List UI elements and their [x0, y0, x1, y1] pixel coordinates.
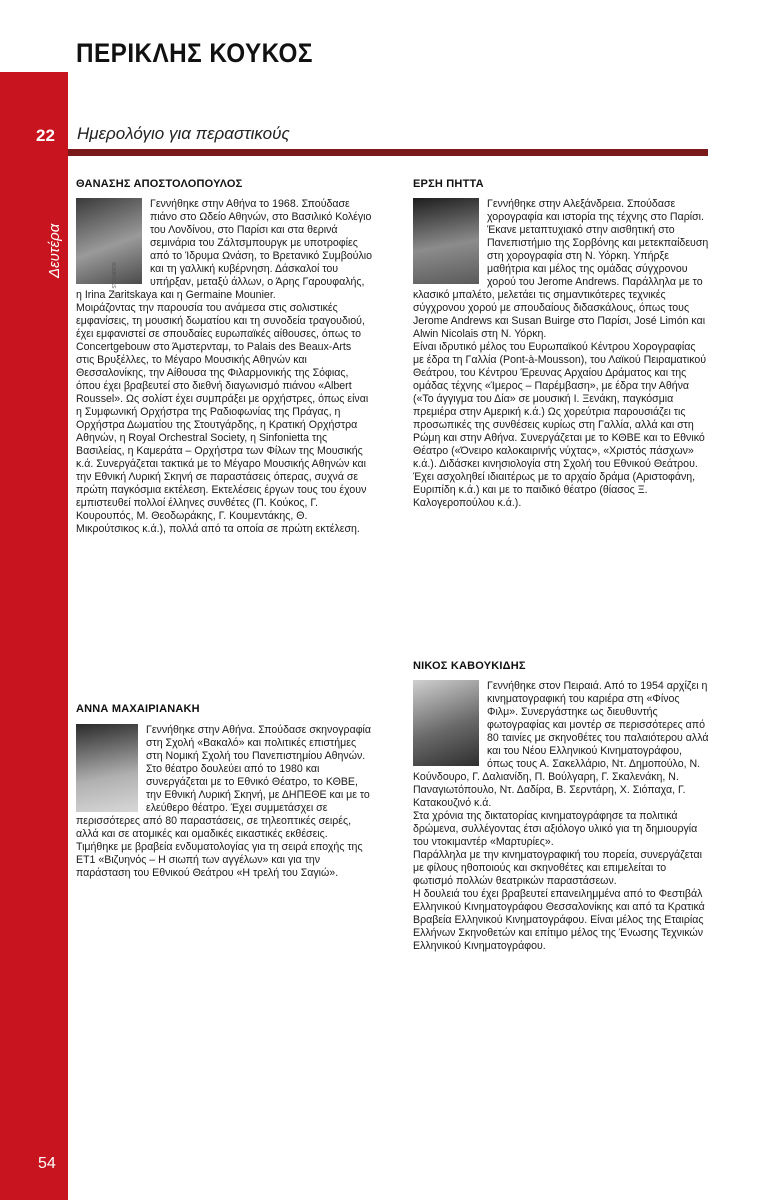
side-label: Δευτέρα	[46, 223, 63, 278]
bio-paragraph: Η δουλειά του έχει βραβευτεί επανειλημμένα από το Φεστιβάλ Ελληνικού Κινηματογράφου Θεσσαλονίκης και από τα Κρατικά Βραβεία Ελληνικού Κινηματογράφου. Είναι μέλος της Εταιρίας Ελλήνων Σκηνοθετών και επίτιμο μέλος της Ένωσης Τεχνικών Ελληνικού Κινηματογράφου.	[413, 888, 705, 952]
bio-apostolopoulos	[76, 198, 372, 536]
page-title: ΠΕΡΙΚΛΗΣ ΚΟΥΚΟΣ	[76, 38, 313, 68]
portrait-photo	[76, 198, 142, 284]
bio-paragraph: Στα χρόνια της δικτατορίας κινηματογράφησε τα πολιτικά δρώμενα, συλλέγοντας έτσι αξιόλογο υλικό για τη δημιουργία του ντοκιμαντέρ «Μαρτυρίες».	[413, 810, 698, 848]
bio-kavoukidis	[413, 680, 709, 953]
section-title: Ημερολόγιο για περαστικούς	[77, 124, 290, 143]
bio-name-apostolopoulos: ΘΑΝΑΣΗΣ ΑΠΟΣΤΟΛΟΠΟΥΛΟΣ	[76, 178, 243, 190]
section-number: 22	[36, 126, 55, 145]
bio-paragraph: Γεννήθηκε στην Αθήνα. Σπούδασε σκηνογραφία στη Σχολή «Βακαλό» και πολιτικές επιστήμες στη Νομική Σχολή του Πανεπιστημίου Αθηνών. Στο θέατρο δουλεύει από το 1980 και συνεργάζεται με το Εθνικό Θέατρο, το ΚΘΒΕ, την Εθνική Λυρική Σκηνή, με ΔΗΠΕΘΕ και με το ελεύθερο θέατρο. Έχει συμμετάσχει σε περισσότερες από 80 παραστάσεις, σε τηλεοπτικές σειρές, αλλά και σε ατομικές και ομαδικές εικαστικές εκθέσεις. Τιμήθηκε με βραβεία ενδυματολογίας για τη σειρά εποχής της ΕΤ1 «Βιζυηνός – Η σιωπή των αγγέλων» και για την παράσταση του Εθνικού Θεάτρου «Η τρελή του Σαγιώ».	[76, 724, 372, 879]
bio-paragraph: Γεννήθηκε στην Αλεξάνδρεια. Σπούδασε χορογραφία και ιστορία της τέχνης στο Παρίσι. Έκανε μεταπτυχιακό στην αισθητική στο Πανεπιστήμιο της Σορβόνης και μετεκπαίδευση στη χορογραφία στη Ν. Υόρκη. Υπήρξε μαθήτρια και μέλος της ομάδας σύγχρονου χορού του Jerome Andrews. Παράλληλα με το κλασικό μπαλέτο, μελετάει τις σημαντικότερες τεχνικές σύγχρονου χορού με σπουδαίους διδασκάλους, όπως τους Jerome Andrews και Susan Buirge στο Παρίσι, José Limón και Alwin Nicolais στη Ν. Υόρκη.	[413, 198, 709, 340]
portrait-photo	[413, 680, 479, 766]
bio-name-kavoukidis: ΝΙΚΟΣ ΚΑΒΟΥΚΙΔΗΣ	[413, 660, 526, 672]
portrait-photo	[413, 198, 479, 284]
bio-name-machairianaki: ΑΝΝΑ ΜΑΧΑΙΡΙΑΝΑΚΗ	[76, 703, 200, 715]
portrait-photo	[76, 724, 138, 812]
photo-credit: © STEFANOS	[112, 262, 118, 297]
bio-pitta	[413, 198, 709, 510]
header-rule	[68, 149, 708, 156]
bio-machairianaki	[76, 724, 372, 880]
bio-paragraph: Γεννήθηκε στην Αθήνα το 1968. Σπούδασε πιάνο στο Ωδείο Αθηνών, στο Βασιλικό Κολέγιο του Λονδίνου, στο Παρίσι και στα θερινά σεμινάρια του Ζάλτσμπουργκ με υποτροφίες από το Ίδρυμα Ωνάση, το Βρετανικό Συμβούλιο και τη γαλλική κυβέρνηση. Δάσκαλοί του υπήρξαν, μεταξύ άλλων, ο Άρης Γαρουφαλής, η Irina Zaritskaya και η Germaine Mounier.	[76, 198, 373, 301]
bio-paragraph: Γεννήθηκε στον Πειραιά. Από το 1954 αρχίζει η κινηματογραφική του καριέρα στη «Φίνος Φιλμ». Συνεργάστηκε ως διευθυντής φωτογραφίας και μοντέρ σε περισσότερες από 80 ταινίες με σκηνοθέτες του παλαιότερου αλλά και του Νέου Ελληνικού Κινηματογράφου, όπως τους Α. Σακελλάριο, Ντ. Δημοπούλο, Ν. Κούνδουρο, Γ. Δαλιανίδη, Π. Βούλγαρη, Γ. Σκαλενάκη, Ν. Παναγιωτόπουλο, Ντ. Δαδίρα, Β. Σερντάρη, Χ. Σιόπαχα, Γ. Κατακουζινό κ.ά.	[413, 680, 709, 809]
bio-paragraph: Παράλληλα με την κινηματογραφική του πορεία, συνεργάζεται με φίλους ηθοποιούς και σκηνοθέτες και επιμελείται το φωτισμό πολλών θεατρικών παραστάσεων.	[413, 849, 703, 887]
bio-paragraph: Είναι ιδρυτικό μέλος του Ευρωπαϊκού Κέντρου Χορογραφίας με έδρα τη Γαλλία (Pont-à-Mousson), του Λαϊκού Πειραματικού Θεάτρου, του Κέντρου Έρευνας Αρχαίου Δράματος και της ομάδας τέχνης «Ίμερος – Παρέμβαση», με έδρα την Αθήνα («Το άγγιγμα του Δία» σε μουσική Ι. Ξενάκη, παγκόσμια πρεμιέρα στην Αμερική κ.ά.) Ως χορεύτρια παρουσιάζει τις προσωπικές της συνθέσεις κυρίως στη Γαλλία, αλλά και στη Ρώμη και στην Αθήνα. Συνεργάζεται με το ΚΘΒΕ και το Εθνικό Θέατρο («Όνειρο καλοκαιρινής νύχτας», «Χριστός πάσχων» κ.ά.). Διδάσκει κινησιολογία στη Σχολή του Εθνικού Θεάτρου. Έχει ασχοληθεί ιδιαιτέρως με το αρχαίο δράμα (Αριστοφάνη, Ευριπίδη κ.ά.) και με το παιδικό θέατρο (θίασος Ξ. Καλογεροπούλου κ.ά.).	[413, 341, 707, 509]
page-number: 54	[38, 1155, 56, 1172]
bio-paragraph: Μοιράζοντας την παρουσία του ανάμεσα στις σολιστικές εμφανίσεις, τη μουσική δωματίου και τη συνοδεία τραγουδιού, έχει εμφανιστεί σε σπουδαίες ευρωπαϊκές αίθουσες, όπως το Concertgebouw στο Άμστερνταμ, το Palais des Beaux-Arts στις Βρυξέλλες, το Μέγαρο Μουσικής Αθηνών και Θεσσαλονίκης, την Αίθουσα της Φιλαρμονικής της Σόφιας, όπου έχει βραβευτεί στο διεθνή διαγωνισμό πιάνου «Albert Roussel». Ως σολίστ έχει συμπράξει με ορχήστρες, όπως είναι η Συμφωνική Ορχήστρα της Ραδιοφωνίας της Πράγας, η Ορχήστρα Δωματίου της Στουτγάρδης, η Κρατική Ορχήστρα Αθηνών, η Royal Orchestral Society, η Sinfonietta της Βασιλείας, η Καμεράτα – Ορχήστρα των Φίλων της Μουσικής κ.ά. Συνεργάζεται τακτικά με το Μέγαρο Μουσικής Αθηνών και την Εθνική Λυρική Σκηνή σε παραστάσεις όπερας, συχνά σε πρώτη παγκόσμια εκτέλεση. Εκτελέσεις έργων τους του έχουν εμπιστευθεί πολλοί έλληνες συνθέτες (Π. Κούκος, Γ. Κουρουπός, Μ. Θεοδωράκης, Γ. Κουμεντάκης, Θ. Μικρούτσικος κ.ά.), πολλά από τα οποία σε πρώτη εκτέλεση.	[76, 302, 369, 535]
bio-name-pitta: ΕΡΣΗ ΠΗΤΤΑ	[413, 178, 484, 190]
